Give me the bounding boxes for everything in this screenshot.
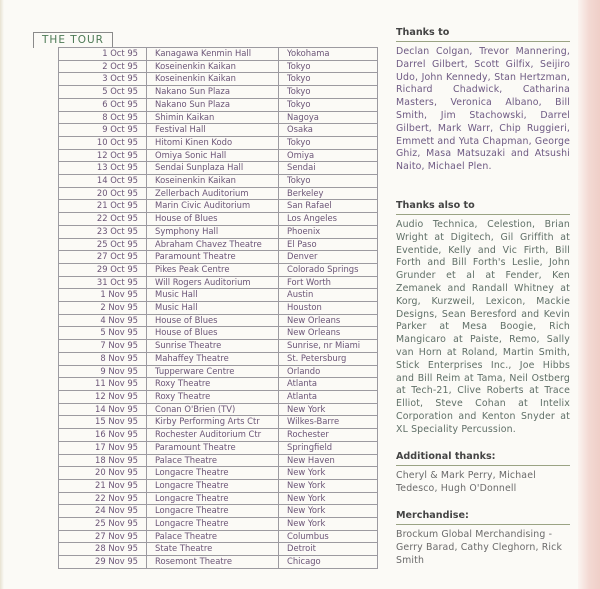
tour-date: 20 Oct 95 xyxy=(59,187,147,200)
tour-city: New Haven xyxy=(279,454,378,467)
tour-date: 24 Nov 95 xyxy=(59,505,147,518)
thanks-also-to-section xyxy=(396,200,570,437)
tour-date: 22 Nov 95 xyxy=(59,492,147,505)
tour-venue: Will Rogers Auditorium xyxy=(147,276,279,289)
tour-city: Orlando xyxy=(279,365,378,378)
tour-row xyxy=(59,302,378,315)
additional-thanks-text: Cheryl & Mark Perry, Michael Tedesco, Hugh O'Donnell xyxy=(396,470,536,494)
tour-row xyxy=(59,124,378,137)
thanks-to-text: Declan Colgan, Trevor Mannering, Darrel Gilbert, Scott Gilfix, Seijiro Udo, John Kennedy, Stan Hertzman, Richard Chadwick, Catharina Masters, Veronica Albano, Bill Smith, Jim Stachowski, Darrel Gilbert, Mark Warr, Chip Ruggieri, Emmett and Yuta Chapman, George Ghiz, Masa Matsuzaki and Atsushi Naito, Michael Plen. xyxy=(396,46,570,173)
tour-row xyxy=(59,175,378,188)
tour-date: 6 Oct 95 xyxy=(59,98,147,111)
tour-row xyxy=(59,200,378,213)
tour-row xyxy=(59,149,378,162)
additional-thanks-heading: Additional thanks: xyxy=(396,451,570,466)
tour-venue: Koseinenkin Kaikan xyxy=(147,175,279,188)
tour-date: 27 Nov 95 xyxy=(59,530,147,543)
tour-city: Tokyo xyxy=(279,98,378,111)
tour-row xyxy=(59,314,378,327)
tour-row xyxy=(59,73,378,86)
tour-row xyxy=(59,111,378,124)
tour-row xyxy=(59,454,378,467)
tour-row xyxy=(59,263,378,276)
thanks-to-heading: Thanks to xyxy=(396,27,570,42)
tour-city: Springfield xyxy=(279,441,378,454)
tour-date: 27 Oct 95 xyxy=(59,251,147,264)
tour-row xyxy=(59,479,378,492)
tour-date: 8 Nov 95 xyxy=(59,352,147,365)
tour-date: 1 Nov 95 xyxy=(59,289,147,302)
tour-city: New York xyxy=(279,403,378,416)
tour-city: New York xyxy=(279,479,378,492)
tour-dates-body xyxy=(59,48,378,569)
tour-date: 5 Oct 95 xyxy=(59,86,147,99)
tour-row xyxy=(59,136,378,149)
tour-date: 31 Oct 95 xyxy=(59,276,147,289)
tour-venue: Sendai Sunplaza Hall xyxy=(147,162,279,175)
tour-venue: Hitomi Kinen Kodo xyxy=(147,136,279,149)
tour-city: Omiya xyxy=(279,149,378,162)
tour-venue: Longacre Theatre xyxy=(147,505,279,518)
tour-city: Houston xyxy=(279,302,378,315)
page-right-edge xyxy=(578,0,600,589)
tour-city: Los Angeles xyxy=(279,213,378,226)
tour-city: New Orleans xyxy=(279,327,378,340)
tour-venue: Koseinenkin Kaikan xyxy=(147,60,279,73)
tour-row xyxy=(59,187,378,200)
page-left-edge xyxy=(0,0,4,589)
tour-venue: Longacre Theatre xyxy=(147,479,279,492)
tour-city: New York xyxy=(279,467,378,480)
tour-city: New York xyxy=(279,492,378,505)
tour-city: Berkeley xyxy=(279,187,378,200)
tour-row xyxy=(59,390,378,403)
tour-row xyxy=(59,213,378,226)
tour-row xyxy=(59,340,378,353)
tour-date: 12 Nov 95 xyxy=(59,390,147,403)
tour-city: Atlanta xyxy=(279,378,378,391)
tour-city: Fort Worth xyxy=(279,276,378,289)
tour-city: Sunrise, nr Miami xyxy=(279,340,378,353)
tour-venue: Music Hall xyxy=(147,289,279,302)
tour-venue: Kanagawa Kenmin Hall xyxy=(147,48,279,61)
tour-city: Columbus xyxy=(279,530,378,543)
tour-date: 9 Nov 95 xyxy=(59,365,147,378)
tour-city: Wilkes-Barre xyxy=(279,416,378,429)
tour-city: Chicago xyxy=(279,556,378,569)
tour-date: 28 Nov 95 xyxy=(59,543,147,556)
tour-date: 11 Nov 95 xyxy=(59,378,147,391)
tour-venue: House of Blues xyxy=(147,327,279,340)
thanks-also-to-heading: Thanks also to xyxy=(396,200,570,215)
tour-title: THE TOUR xyxy=(33,32,113,48)
tour-city: Phoenix xyxy=(279,225,378,238)
tour-row xyxy=(59,505,378,518)
tour-date: 13 Oct 95 xyxy=(59,162,147,175)
tour-row xyxy=(59,276,378,289)
tour-venue: Symphony Hall xyxy=(147,225,279,238)
tour-venue: House of Blues xyxy=(147,213,279,226)
tour-city: Yokohama xyxy=(279,48,378,61)
tour-venue: Abraham Chavez Theatre xyxy=(147,238,279,251)
tour-row xyxy=(59,467,378,480)
tour-date: 9 Oct 95 xyxy=(59,124,147,137)
tour-row xyxy=(59,289,378,302)
tour-row xyxy=(59,416,378,429)
tour-venue: Palace Theatre xyxy=(147,454,279,467)
tour-date: 7 Nov 95 xyxy=(59,340,147,353)
tour-venue: Festival Hall xyxy=(147,124,279,137)
tour-venue: Music Hall xyxy=(147,302,279,315)
merchandise-text: Brockum Global Merchandising - Gerry Barad, Cathy Cleghorn, Rick Smith xyxy=(396,529,563,566)
tour-venue: Shimin Kaikan xyxy=(147,111,279,124)
tour-venue: Longacre Theatre xyxy=(147,467,279,480)
tour-venue: House of Blues xyxy=(147,314,279,327)
tour-venue: Tupperware Centre xyxy=(147,365,279,378)
tour-date: 25 Oct 95 xyxy=(59,238,147,251)
tour-row xyxy=(59,518,378,531)
tour-venue: Rochester Auditorium Ctr xyxy=(147,429,279,442)
tour-row xyxy=(59,251,378,264)
tour-city: Atlanta xyxy=(279,390,378,403)
tour-row xyxy=(59,86,378,99)
tour-city: Rochester xyxy=(279,429,378,442)
tour-row xyxy=(59,403,378,416)
tour-city: Tokyo xyxy=(279,136,378,149)
tour-date: 29 Nov 95 xyxy=(59,556,147,569)
tour-date: 12 Oct 95 xyxy=(59,149,147,162)
tour-date: 1 Oct 95 xyxy=(59,48,147,61)
additional-thanks-section xyxy=(396,451,570,496)
tour-date: 2 Oct 95 xyxy=(59,60,147,73)
tour-date: 20 Nov 95 xyxy=(59,467,147,480)
tour-venue: Roxy Theatre xyxy=(147,390,279,403)
tour-city: Sendai xyxy=(279,162,378,175)
tour-date: 16 Nov 95 xyxy=(59,429,147,442)
tour-venue: Rosemont Theatre xyxy=(147,556,279,569)
tour-city: San Rafael xyxy=(279,200,378,213)
tour-date: 2 Nov 95 xyxy=(59,302,147,315)
tour-row xyxy=(59,365,378,378)
tour-city: New York xyxy=(279,518,378,531)
tour-venue: Kirby Performing Arts Ctr xyxy=(147,416,279,429)
tour-venue: Conan O'Brien (TV) xyxy=(147,403,279,416)
tour-date: 14 Oct 95 xyxy=(59,175,147,188)
tour-date: 21 Oct 95 xyxy=(59,200,147,213)
tour-date: 8 Oct 95 xyxy=(59,111,147,124)
tour-city: New Orleans xyxy=(279,314,378,327)
merchandise-heading: Merchandise: xyxy=(396,510,570,525)
tour-row xyxy=(59,492,378,505)
tour-venue: Nakano Sun Plaza xyxy=(147,86,279,99)
thanks-to-section xyxy=(396,27,570,174)
tour-venue: Marin Civic Auditorium xyxy=(147,200,279,213)
tour-city: Austin xyxy=(279,289,378,302)
tour-row xyxy=(59,48,378,61)
tour-date: 29 Oct 95 xyxy=(59,263,147,276)
tour-dates-table xyxy=(58,47,378,569)
tour-row xyxy=(59,98,378,111)
tour-venue: Palace Theatre xyxy=(147,530,279,543)
tour-venue: Omiya Sonic Hall xyxy=(147,149,279,162)
tour-date: 5 Nov 95 xyxy=(59,327,147,340)
tour-row xyxy=(59,556,378,569)
tour-city: Tokyo xyxy=(279,60,378,73)
thanks-also-to-text: Audio Technica, Celestion, Brian Wright at Digitech, Gil Griffith at Eventide, Kelly and Vic Firth, Bill Forth and Bill Forth's Leslie, John Grunder et al at Fender, Ken Zemanek and Randall Whitney at Korg, Kurzweil, Lexicon, Mackie Designs, Sean Beresford and Kevin Parker at Mesa Boogie, Rich Mangicaro at Paiste, Remo, Sally van Horn at Roland, Martin Smith, Stick Enterprises Inc., Joe Hibbs and Bill Reim at Tama, Neil Ostberg at Tech-21, Clive Roberts at Trace Elliot, Steve Cohan at Intelix Corporation and Kenton Snyder at XL Speciality Percussion. xyxy=(396,219,570,435)
tour-venue: Mahaffey Theatre xyxy=(147,352,279,365)
tour-row xyxy=(59,327,378,340)
tour-date: 22 Oct 95 xyxy=(59,213,147,226)
tour-row xyxy=(59,530,378,543)
tour-venue: Roxy Theatre xyxy=(147,378,279,391)
tour-row xyxy=(59,429,378,442)
tour-city: Nagoya xyxy=(279,111,378,124)
tour-venue: Pikes Peak Centre xyxy=(147,263,279,276)
tour-venue: Zellerbach Auditorium xyxy=(147,187,279,200)
tour-venue: State Theatre xyxy=(147,543,279,556)
tour-date: 18 Nov 95 xyxy=(59,454,147,467)
tour-city: Denver xyxy=(279,251,378,264)
tour-row xyxy=(59,543,378,556)
tour-city: Tokyo xyxy=(279,73,378,86)
tour-city: El Paso xyxy=(279,238,378,251)
tour-venue: Paramount Theatre xyxy=(147,251,279,264)
tour-city: Detroit xyxy=(279,543,378,556)
tour-venue: Nakano Sun Plaza xyxy=(147,98,279,111)
tour-date: 15 Nov 95 xyxy=(59,416,147,429)
tour-venue: Longacre Theatre xyxy=(147,518,279,531)
tour-date: 25 Nov 95 xyxy=(59,518,147,531)
tour-date: 14 Nov 95 xyxy=(59,403,147,416)
tour-row xyxy=(59,60,378,73)
tour-row xyxy=(59,441,378,454)
tour-venue: Longacre Theatre xyxy=(147,492,279,505)
tour-row xyxy=(59,352,378,365)
tour-venue: Paramount Theatre xyxy=(147,441,279,454)
tour-venue: Koseinenkin Kaikan xyxy=(147,73,279,86)
tour-date: 23 Oct 95 xyxy=(59,225,147,238)
tour-city: Osaka xyxy=(279,124,378,137)
tour-date: 10 Oct 95 xyxy=(59,136,147,149)
tour-row xyxy=(59,238,378,251)
tour-date: 3 Oct 95 xyxy=(59,73,147,86)
tour-city: St. Petersburg xyxy=(279,352,378,365)
tour-date: 17 Nov 95 xyxy=(59,441,147,454)
tour-city: Colorado Springs xyxy=(279,263,378,276)
tour-row xyxy=(59,162,378,175)
tour-city: Tokyo xyxy=(279,175,378,188)
merchandise-section xyxy=(396,510,570,567)
tour-date: 4 Nov 95 xyxy=(59,314,147,327)
tour-city: Tokyo xyxy=(279,86,378,99)
tour-row xyxy=(59,225,378,238)
tour-date: 21 Nov 95 xyxy=(59,479,147,492)
tour-city: New York xyxy=(279,505,378,518)
tour-venue: Sunrise Theatre xyxy=(147,340,279,353)
tour-row xyxy=(59,378,378,391)
